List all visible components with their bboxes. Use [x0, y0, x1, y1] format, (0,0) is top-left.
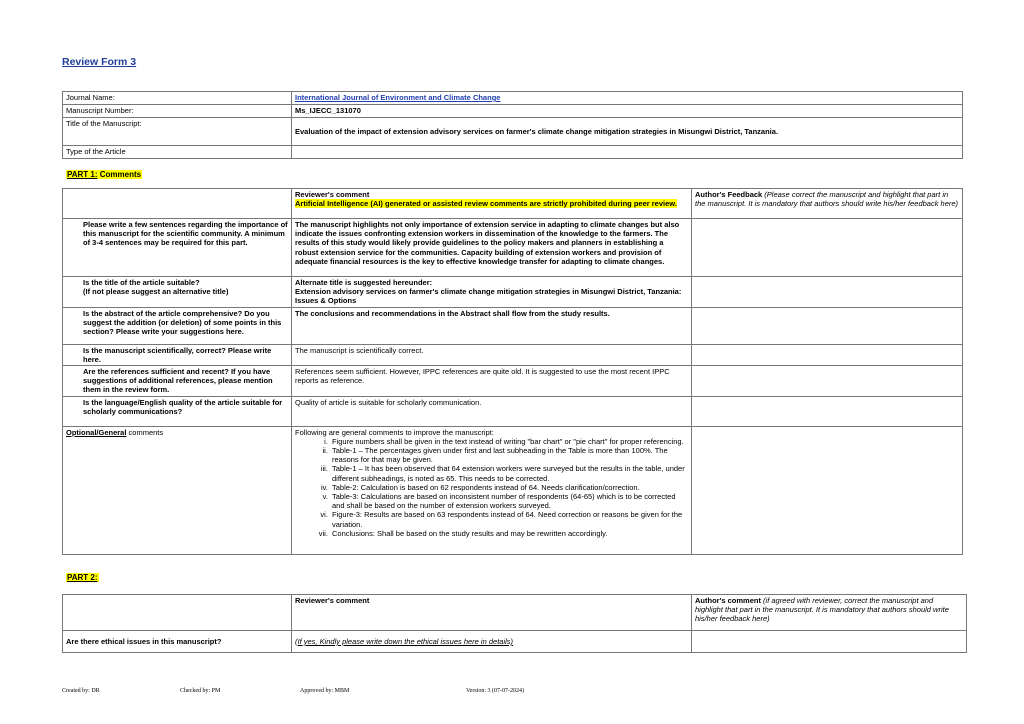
journal-label: Journal Name: [63, 92, 292, 105]
part2-ethics-table [62, 594, 967, 653]
ai-notice: Artificial Intelligence (AI) generated or assisted review comments are strictly prohibited during peer review. [295, 199, 677, 209]
table-row [63, 277, 963, 308]
footer-version: Version: 3 (07-07-2024) [466, 688, 524, 694]
comment-title-suggestion: Extension advisory services on farmer's climate change mitigation strategies in Misungwi District, Tanzania: Issues & Options [295, 287, 682, 306]
question-title: Is the title of the article suitable? [83, 278, 200, 287]
list-item: vi. Figure-3: Results are based on 63 respondents instead of 64. Need correction or reasons be given for the variation. [330, 510, 688, 528]
general-comments-intro: Following are general comments to improve the manuscript: [295, 427, 494, 437]
table-row [63, 595, 967, 631]
footer-created: Created by: DR [62, 688, 100, 694]
table-row [63, 219, 963, 277]
part2-author-header: Author's comment [695, 596, 761, 605]
question-scientific: Is the manuscript scientifically, correct? Please write here. [63, 344, 292, 365]
table-row [63, 92, 963, 105]
list-item: vii. Conclusions: Shall be based on the study results and may be rewritten accordingly. [330, 529, 688, 538]
reviewer-header-cell [292, 189, 692, 219]
ethics-answer-cell[interactable] [292, 631, 692, 653]
question-language: Is the language/English quality of the article suitable for scholarly communications? [63, 396, 292, 426]
table-row [63, 366, 963, 397]
table-row [63, 631, 967, 653]
header-empty-cell [63, 595, 292, 631]
list-item: ii. Table-1 – The percentages given under first and last subheading in the Table is more than 100%. The reasons for that may be given. [330, 446, 688, 464]
author-feedback-cell[interactable] [692, 396, 963, 426]
author-feedback-cell[interactable] [692, 366, 963, 397]
table-row [63, 146, 963, 159]
comment-scientific: The manuscript is scientifically correct. [292, 344, 692, 365]
author-feedback-header: Author's Feedback [695, 190, 763, 199]
list-item: iv. Table-2: Calculation is based on 62 respondents instead of 64. Needs clarification/correction. [330, 483, 688, 492]
list-item: iii. Table-1 – It has been observed that 64 extension workers were surveyed but the results in the table, under different subheadings, is noted as 65. This needs to be corrected. [330, 464, 688, 482]
table-row [63, 189, 963, 219]
manuscript-number-label: Manuscript Number: [63, 105, 292, 118]
list-item: v. Table-3: Calculations are based on inconsistent number of respondents (64-65) which is to be corrected and shall be based on the number of extension workers surveyed. [330, 492, 688, 510]
ethics-answer: (If yes, Kindly please write down the ethical issues here in details) [295, 636, 514, 646]
author-feedback-cell[interactable] [692, 307, 963, 344]
journal-cell [292, 92, 963, 105]
part2-author-header-cell [692, 595, 967, 631]
table-row [63, 344, 963, 365]
comment-references: References seem sufficient. However, IPPC references are quite old. It is suggested to use the most recent IPPC reports as reference. [292, 366, 692, 397]
part2-author-note: (if agreed with reviewer, correct the manuscript and highlight that part in the manuscript. It is mandatory that authors should write his/her feedback here) [695, 596, 949, 624]
part1-label: PART 1: Comments [67, 170, 142, 179]
part2-label: PART 2: [67, 573, 98, 582]
header-empty-cell [63, 189, 292, 219]
comment-title: Alternate title is suggested hereunder: [295, 278, 433, 287]
form-title: Review Form 3 [62, 56, 137, 68]
author-feedback-cell[interactable] [692, 277, 963, 308]
ethics-question: Are there ethical issues in this manuscript? [63, 631, 292, 653]
optional-general-suffix: comments [126, 427, 164, 437]
author-feedback-note: (Please correct the manuscript and highlight that part in the manuscript. It is mandatory that authors should write his/her feedback here) [695, 190, 959, 209]
question-abstract: Is the abstract of the article comprehensive? Do you suggest the addition (or deletion) of some points in this section? Please write your suggestions here. [63, 307, 292, 344]
list-item: i. Figure numbers shall be given in the text instead of writing "bar chart" or "pie chart" for proper referencing. [330, 437, 688, 446]
question-importance: Please write a few sentences regarding the importance of this manuscript for the scientific community. A minimum of 3-4 sentences may be required for this part. [63, 219, 292, 277]
part2-reviewer-header: Reviewer's comment [292, 595, 692, 631]
article-type-value [292, 146, 963, 159]
footer-checked: Checked by: PM [180, 688, 221, 694]
question-references: Are the references sufficient and recent? If you have suggestions of additional references, please mention them in the review form. [63, 366, 292, 397]
question-title-cell [63, 277, 292, 308]
manuscript-info-table [62, 91, 963, 159]
table-row [63, 396, 963, 426]
author-feedback-cell[interactable] [692, 219, 963, 277]
manuscript-title-label: Title of the Manuscript: [63, 118, 292, 146]
table-row [63, 105, 963, 118]
general-comments-list [295, 437, 688, 538]
comment-abstract: The conclusions and recommendations in the Abstract shall flow from the study results. [292, 307, 692, 344]
article-type-label: Type of the Article [63, 146, 292, 159]
author-feedback-cell[interactable] [692, 631, 967, 653]
comment-title-cell [292, 277, 692, 308]
table-row [63, 426, 963, 554]
optional-general-label: Optional/General [66, 427, 127, 437]
table-row [63, 307, 963, 344]
general-comments-cell [292, 426, 692, 554]
question-title-note: (If not please suggest an alternative title) [83, 287, 229, 297]
journal-link[interactable]: International Journal of Environment and Climate Change [295, 93, 501, 102]
manuscript-number-value: Ms_IJECC_131070 [292, 105, 963, 118]
optional-general-label-cell [63, 426, 292, 554]
author-feedback-cell[interactable] [692, 344, 963, 365]
comment-language: Quality of article is suitable for scholarly communication. [292, 396, 692, 426]
table-row [63, 118, 963, 146]
author-feedback-header-cell [692, 189, 963, 219]
comment-importance: The manuscript highlights not only importance of extension service in adapting to climate changes but also indicate the issues confronting extension workers in dissemination of the knowledge to the farmers. The results of this study would likely provide guidelines to the policy makers and planners in establishing a robust extension service for the communities. Capacity building of extension workers and provision of adequate financial resources is the key to effective knowledge transfer for adapting to climate changes. [292, 219, 692, 277]
author-feedback-cell[interactable] [692, 426, 963, 554]
part1-comments-table [62, 188, 963, 555]
reviewer-comment-header: Reviewer's comment [295, 190, 370, 199]
footer-approved: Approved by: MBM [300, 688, 350, 694]
manuscript-title-value: Evaluation of the impact of extension advisory services on farmer's climate change mitigation strategies in Misungwi District, Tanzania. [295, 127, 779, 136]
manuscript-title-cell [292, 118, 963, 146]
